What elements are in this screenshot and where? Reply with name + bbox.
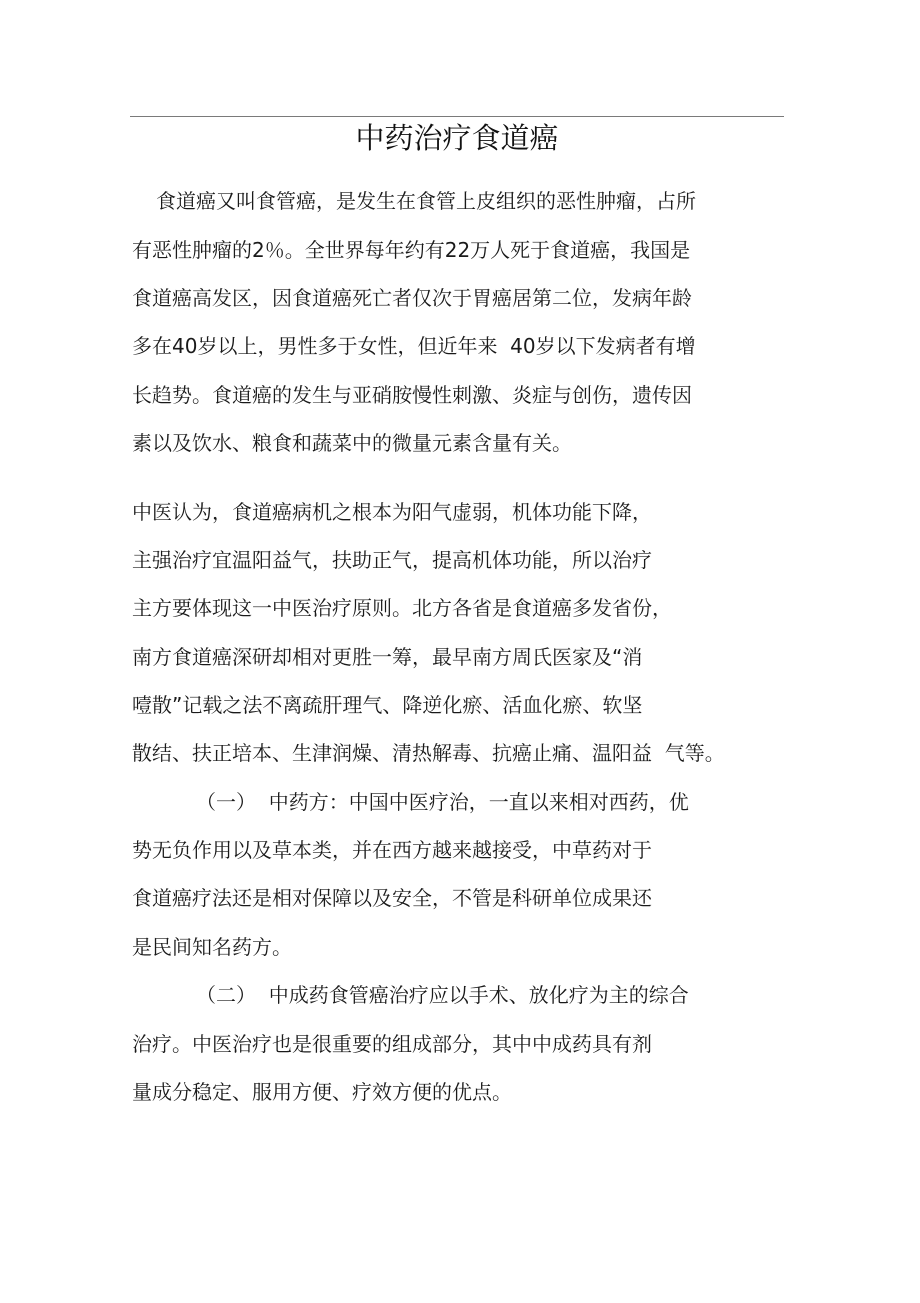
text-line: 噎散”记载之法不离疏肝理气、降逆化瘀、活血化瘀、软坚 xyxy=(132,693,643,717)
text-line: 量成分稳定、服用方便、疗效方便的优点。 xyxy=(132,1080,512,1104)
text-line: 食道癌疗法还是相对保障以及安全，不管是科研单位成果还 xyxy=(132,886,652,910)
text-line: （二） 中成药食管癌治疗应以手术、放化疗为主的综合 xyxy=(196,983,689,1007)
text-line: 食道癌高发区，因食道癌死亡者仅次于胃癌居第二位，发病年龄 xyxy=(132,286,692,310)
text-line: 多在40岁以上，男性多于女性，但近年来 40岁以下发病者有增 xyxy=(132,334,696,358)
text-line: 中医认为，食道癌病机之根本为阳气虚弱，机体功能下降， xyxy=(132,500,652,524)
text-line: 长趋势。食道癌的发生与亚硝胺慢性刺激、炎症与创伤，遗传因 xyxy=(132,383,692,407)
text-line: 散结、扶正培本、生津润燥、清热解毒、抗癌止痛、温阳益 气等。 xyxy=(132,741,725,765)
text-line: 治疗。中医治疗也是很重要的组成部分，其中中成药具有剂 xyxy=(132,1032,652,1056)
text-line: 南方食道癌深研却相对更胜一筹，最早南方周氏医家及“消 xyxy=(132,645,643,669)
text-line: 是民间知名药方。 xyxy=(132,935,292,959)
document-title: 中药治疗食道癌 xyxy=(355,121,559,155)
text-line: 食道癌又叫食管癌，是发生在食管上皮组织的恶性肿瘤，占所 xyxy=(156,189,696,213)
text-line: 主方要体现这一中医治疗原则。北方各省是食道癌多发省份， xyxy=(132,596,672,620)
text-line: 势无负作用以及草本类，并在西方越来越接受，中草药对于 xyxy=(132,838,652,862)
text-line: 主强治疗宜温阳益气，扶助正气，提高机体功能，所以治疗 xyxy=(132,548,652,572)
text-line: 素以及饮水、粮食和蔬菜中的微量元素含量有关。 xyxy=(132,431,572,455)
text-line: （一） 中药方：中国中医疗治，一直以来相对西药，优 xyxy=(196,790,689,814)
header-rule xyxy=(130,116,784,117)
text-line: 有恶性肿瘤的2％。全世界每年约有22万人死于食道癌，我国是 xyxy=(132,238,691,262)
